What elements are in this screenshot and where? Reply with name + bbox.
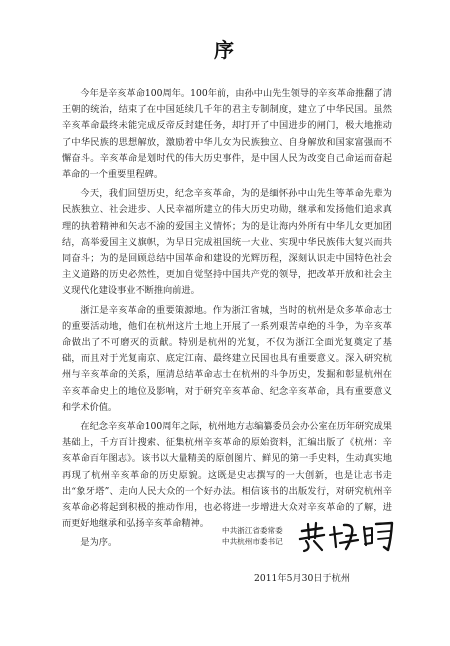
closing-line: 是为序。 — [80, 537, 118, 549]
signer-title-1: 中共浙江省委常委 — [222, 526, 283, 535]
page-title: 序 — [214, 38, 236, 62]
signature-block — [222, 525, 402, 565]
handwritten-signature — [296, 519, 396, 553]
date-line: 2011年5月30日于杭州 — [254, 573, 351, 584]
paragraph-3: 浙江是辛亥革命的重要策源地。作为浙江省城，当时的杭州是众多革命志士的重要活动地，他们在杭州这片土地上开展了一系列艰苦卓绝的斗争，为辛亥革命做出了不可磨灭的贡献。特别是杭州的光复，不仅为浙江全面光复奠定了基础，而且对于光复南京、底定江南、最终建立民国也具有重要意义。深入研究杭州与辛亥革命的关系，厘清总结革命志士在杭州的斗争历史，发掘和彰显杭州在辛亥革命史上的地位及影响，对于研究辛亥革命、纪念辛亥革命，具有重要意义和学术价值。 — [62, 304, 392, 413]
signer-title-2: 中共杭州市委书记 — [222, 537, 283, 546]
signer-titles — [222, 525, 283, 547]
preface-body — [62, 86, 392, 552]
paragraph-2: 今天，我们回望历史，纪念辛亥革命，为的是缅怀孙中山先生等革命先辈为民族独立、社会进步、人民幸福所建立的伟大历史功勋，继承和发扬他们追求真理的执着精神和矢志不渝的爱国主义情怀；为的是让海内外所有中华儿女更加团结，高举爱国主义旗帜，为早日完成祖国统一大业、实现中华民族伟大复兴而共同奋斗；为的是回顾总结中国革命和建设的光辉历程，深刻认识走中国特色社会主义道路的历史必然性，更加自觉坚持中国共产党的领导，把改革开放和社会主义现代化建设事业不断推向前进。 — [62, 188, 392, 297]
paragraph-4: 在纪念辛亥革命100周年之际，杭州地方志编纂委员会办公室在历年研究成果基础上，千方百计搜索、征集杭州辛亥革命的原始资料，汇编出版了《杭州：辛亥革命百年图志》。该书以大量精美的原创图片、鲜见的第一手史料，生动真实地再现了杭州辛亥革命的历史原貌。这既是史志撰写的一大创新，也是让志书走出“象牙塔”、走向人民大众的一个好办法。相信该书的出版发行，对研究杭州辛亥革命必将起到积极的推动作用，也必将进一步增进大众对辛亥革命的了解，进而更好地继承和弘扬辛亥革命精神。 — [62, 421, 392, 530]
paragraph-1: 今年是辛亥革命100周年。100年前，由孙中山先生领导的辛亥革命推翻了清王朝的统治，结束了在中国延续几千年的君主专制制度，建立了中华民国。虽然辛亥革命最终未能完成反帝反封建任务，却打开了中国进步的闸门，极大地推动了中华民族的思想解放，激励着中华儿女为民族独立、自身解放和国家富强而不懈奋斗。辛亥革命是划时代的伟大历史事件，是中国人民为改变自己命运而奋起革命的一个重要里程碑。 — [62, 88, 392, 181]
